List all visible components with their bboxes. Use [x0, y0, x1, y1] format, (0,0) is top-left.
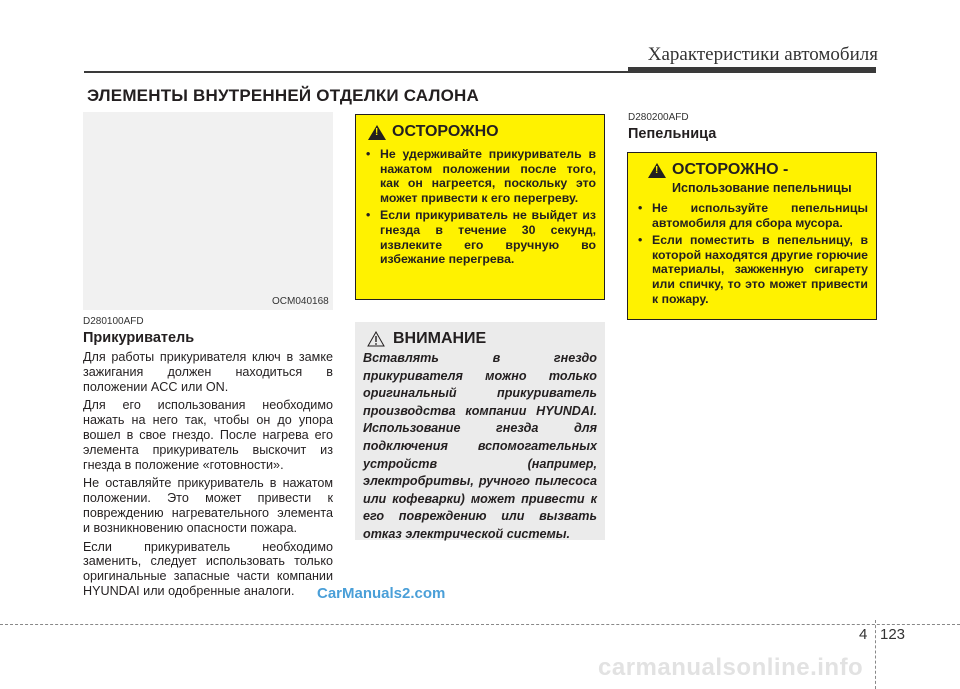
chapter-number: 4	[859, 626, 868, 643]
watermark: CarManuals2.com	[317, 585, 446, 602]
footer-rule	[0, 624, 960, 625]
warning-triangle-icon: !	[648, 163, 666, 178]
lighter-paragraph: Не оставляйте прикуриватель в нажатом положении. Это может привести к повреждению нагревательного элемента и возникновению опасности пожара.	[83, 476, 333, 535]
caution-heading	[648, 161, 868, 179]
lighter-paragraph: Для работы прикуривателя ключ в замке зажигания должен находиться в положении ACC или ON.	[83, 350, 333, 394]
header-bar	[628, 67, 876, 72]
caution-box-lighter	[355, 114, 605, 300]
caution-heading	[368, 123, 596, 141]
section-title: ЭЛЕМЕНТЫ ВНУТРЕННЕЙ ОТДЕЛКИ САЛОНА	[87, 86, 479, 105]
header-title: Характеристики автомобиля	[647, 44, 878, 65]
notice-box	[355, 322, 605, 540]
ashtray-title: Пепельница	[628, 126, 717, 142]
footer-divider	[875, 620, 876, 689]
warning-triangle-icon: !	[368, 125, 386, 140]
caution-title: ОСТОРОЖНО -	[672, 161, 789, 178]
lighter-paragraph: Если прикуриватель необходимо заменить, следует использовать только оригинальные запасные части компании HYUNDAI или одобренные аналоги.	[83, 539, 333, 598]
caution-item: • Не используйте пепельницы автомобиля для сбора мусора.	[636, 201, 868, 230]
outline-warning-triangle-icon	[367, 331, 385, 347]
caution-title: ОСТОРОЖНО	[392, 123, 499, 140]
caution-item: • Не удерживайте прикуриватель в нажатом положении после того, как он нагреется, поскольку это может привести к его перегреву.	[364, 147, 596, 205]
caution-box-ashtray	[627, 152, 877, 320]
caution-list	[636, 201, 868, 306]
ashtray-code: D280200AFD	[628, 112, 689, 123]
page-number: 123	[880, 626, 906, 643]
caution-list	[364, 147, 596, 267]
lighter-body	[83, 350, 333, 603]
notice-heading	[367, 330, 597, 348]
caution-item: • Если прикуриватель не выйдет из гнезда в течение 30 секунд, извлеките его вручную во избежание перегрева.	[364, 208, 596, 266]
lighter-title: Прикуриватель	[83, 330, 195, 346]
caution-item: • Если поместить в пепельницу, в которой находятся другие горючие материалы, зажженную сигарету или спичку, то это может привести к пожару.	[636, 233, 868, 306]
lighter-code: D280100AFD	[83, 316, 144, 327]
caution-subtitle: Использование пепельницы	[672, 181, 852, 195]
lighter-photo	[83, 112, 333, 310]
notice-title: ВНИМАНИЕ	[393, 330, 487, 347]
footer-site-watermark: carmanualsonline.info	[598, 654, 864, 681]
lighter-paragraph: Для его использования необходимо нажать на него так, чтобы он до упора вошел в свое гнездо. После нагрева его элемента прикуриватель выскочит из гнезда в положение «готовности».	[83, 398, 333, 472]
notice-text: Вставлять в гнездо прикуривателя можно только оригинальный прикуриватель производства компании HYUNDAI. Использование гнезда для подключения вспомогательных устройств (например, электробритвы, ручного пылесоса или кофеварки) может привести к его повреждению или вызвать отказ электрической системы.	[363, 351, 597, 541]
figure-code: OCM040168	[272, 296, 329, 307]
